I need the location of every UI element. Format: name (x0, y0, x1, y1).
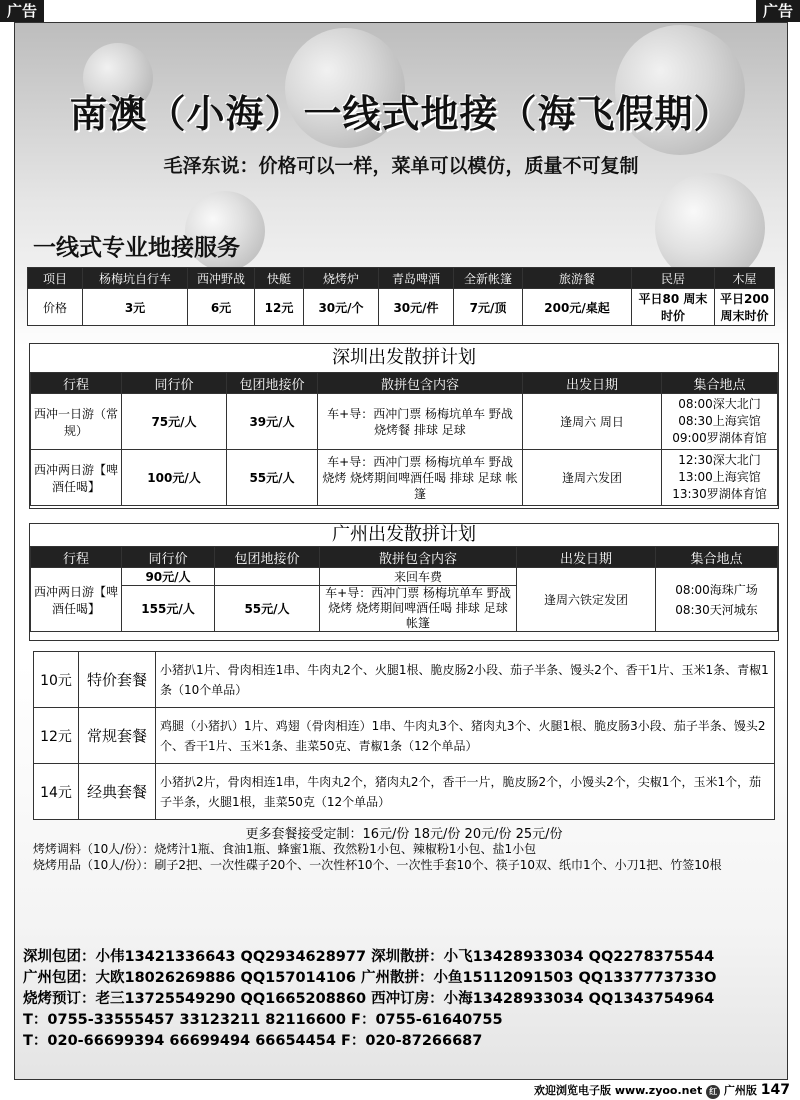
seasoning-list: 烤烤调料（10人/份）：烧烤汁1瓶、食油1瓶、蜂蜜1瓶、孜然粉1小包、辣椒粉1小包、盐1小包 (33, 842, 537, 856)
empty-cell (215, 568, 320, 586)
meal-desc: 鸡腿（小猪扒）1片、鸡翅（骨肉相连）1串、牛肉丸3个、猪肉丸3个、火腿1根、脆皮肠3小段、茄子半条、馒头2个、香干1片、玉米1条、韭菜50克、青椒1条（12个单品） (156, 708, 775, 764)
meeting-point: 13:00上海宾馆 (678, 470, 761, 484)
meal-desc: 小猪扒1片、骨肉相连1串、牛肉丸2个、火腿1根、脆皮肠2小段、茄子半条、馒头2个、香干1片、玉米1条、青椒1条（10个单品） (156, 652, 775, 708)
plan-header: 包团地接价 (215, 547, 320, 568)
shenzhen-plan (29, 343, 779, 509)
price-cell: 价格 (28, 289, 83, 326)
return-fare: 来回车费 (320, 568, 517, 586)
peer-price: 155元/人 (122, 586, 215, 632)
ad-label-right: 广告 (756, 0, 800, 22)
price-cell: 200元/桌起 (523, 289, 632, 326)
price-header: 快艇 (255, 268, 304, 289)
price-cell: 6元 (188, 289, 255, 326)
trip-content: 车+导：西冲门票 杨梅坑单车 野战 烧烤 烧烤期间啤酒任喝 排球 足球 帐篷 (320, 586, 517, 632)
price-header: 西冲野战 (188, 268, 255, 289)
plan-header: 散拼包含内容 (320, 547, 517, 568)
plan-header: 同行价 (122, 373, 227, 394)
trip-name: 西冲两日游【啤酒任喝】 (31, 568, 122, 632)
contact-line: T：0755-33555457 33123211 82116600 F：0755-61640755 (23, 1012, 503, 1028)
price-cell: 30元/件 (379, 289, 454, 326)
price-header: 青岛啤酒 (379, 268, 454, 289)
meeting-points (662, 394, 778, 450)
plan-header: 行程 (31, 547, 122, 568)
footer-welcome: 欢迎浏览电子版 www.zyoo.net (534, 1084, 703, 1097)
plan-header: 集合地点 (656, 547, 778, 568)
plan-header: 出发日期 (523, 373, 662, 394)
ad-label-left: 广告 (0, 0, 44, 22)
meeting-point: 09:00罗湖体育馆 (672, 431, 767, 445)
plan-header: 出发日期 (517, 547, 656, 568)
departure-date: 逢周六发团 (523, 450, 662, 506)
guangzhou-plan (29, 523, 779, 641)
peer-price: 75元/人 (122, 394, 227, 450)
page-title: 南澳（小海）一线式地接（海飞假期） (69, 92, 733, 136)
meeting-point: 08:00海珠广场 (675, 582, 758, 597)
meeting-point: 08:30上海宾馆 (678, 414, 761, 428)
departure-date: 逢周六铁定发团 (517, 568, 656, 632)
meeting-point: 13:30罗湖体育馆 (672, 487, 767, 501)
departure-date: 逢周六 周日 (523, 394, 662, 450)
plan-header: 散拼包含内容 (318, 373, 523, 394)
meeting-point: 08:00深大北门 (678, 397, 761, 411)
edition-badge-icon: 红 (706, 1085, 720, 1099)
shenzhen-title: 深圳出发散拼计划 (332, 347, 476, 368)
group-price: 55元/人 (227, 450, 318, 506)
price-header: 杨梅坑自行车 (83, 268, 188, 289)
page-number: 147 (760, 1082, 790, 1098)
price-header: 烧烤炉 (304, 268, 379, 289)
price-header: 民居 (632, 268, 715, 289)
service-title: 一线式专业地接服务 (33, 235, 240, 261)
trip-content: 车+导：西冲门票 杨梅坑单车 野战 烧烤餐 排球 足球 (318, 394, 523, 450)
price-cell: 30元/个 (304, 289, 379, 326)
meal-table (33, 651, 775, 820)
price-header: 旅游餐 (523, 268, 632, 289)
trip-name: 西冲两日游【啤酒任喝】 (31, 450, 122, 506)
page-subtitle: 毛泽东说：价格可以一样，菜单可以模仿，质量不可复制 (163, 155, 639, 177)
plan-header: 行程 (31, 373, 122, 394)
trip-name: 西冲一日游（常规） (31, 394, 122, 450)
contact-line: T：020-66699394 66699494 66654454 F：020-87266687 (23, 1033, 483, 1049)
price-cell: 平日80 周末时价 (632, 289, 715, 326)
plan-header: 集合地点 (662, 373, 778, 394)
price-cell: 3元 (83, 289, 188, 326)
guangzhou-title: 广州出发散拼计划 (332, 524, 476, 545)
plan-header: 同行价 (122, 547, 215, 568)
plan-header: 包团地接价 (227, 373, 318, 394)
shenzhen-table (30, 372, 778, 506)
contact-list (23, 947, 783, 1052)
price-header: 木屋 (715, 268, 775, 289)
price-header: 全新帐篷 (454, 268, 523, 289)
meal-name: 常规套餐 (79, 708, 156, 764)
page-footer (440, 1082, 790, 1099)
group-price: 39元/人 (227, 394, 318, 450)
meal-name: 经典套餐 (79, 764, 156, 820)
ad-page (14, 22, 788, 1080)
meeting-points (656, 568, 778, 632)
trip-content: 车+导：西冲门票 杨梅坑单车 野战 烧烤 烧烤期间啤酒任喝 排球 足球 帐篷 (318, 450, 523, 506)
contact-line: 烧烤预订：老三13725549290 QQ1665208860 西冲订房：小海13428933034 QQ1343754964 (23, 991, 715, 1007)
price-cell: 12元 (255, 289, 304, 326)
meal-desc: 小猪扒2片，骨肉相连1串，牛肉丸2个，猪肉丸2个，香干一片，脆皮肠2个，小馒头2个，尖椒1个，玉米1个，茄子半条，火腿1根，韭菜50克（12个单品） (156, 764, 775, 820)
group-price: 55元/人 (215, 586, 320, 632)
contact-line: 广州包团：大欧18026269886 QQ157014106 广州散拼：小鱼15112091503 QQ1337773733O (23, 970, 717, 986)
meal-name: 特价套餐 (79, 652, 156, 708)
more-sets: 更多套餐接受定制：16元/份 18元/份 20元/份 25元/份 (245, 827, 563, 842)
meal-price: 14元 (34, 764, 79, 820)
price-header: 项目 (28, 268, 83, 289)
peer-price: 90元/人 (122, 568, 215, 586)
peer-price: 100元/人 (122, 450, 227, 506)
meeting-points (662, 450, 778, 506)
footer-edition: 广州版 (723, 1084, 757, 1097)
supplies-list: 烧烤用品（10人/份）：刷子2把、一次性碟子20个、一次性杯10个、一次性手套10个、筷子10双、纸巾1个、小刀1把、竹签10根 (33, 858, 722, 872)
meeting-point: 08:30天河城东 (675, 602, 758, 617)
meeting-point: 12:30深大北门 (678, 453, 761, 467)
price-cell: 平日200 周末时价 (715, 289, 775, 326)
meal-price: 12元 (34, 708, 79, 764)
price-table (27, 267, 775, 326)
bbq-extras (33, 841, 779, 873)
contact-line: 深圳包团：小伟13421336643 QQ2934628977 深圳散拼：小飞13428933034 QQ2278375544 (23, 949, 715, 965)
meal-price: 10元 (34, 652, 79, 708)
price-cell: 7元/顶 (454, 289, 523, 326)
guangzhou-table (30, 546, 778, 632)
